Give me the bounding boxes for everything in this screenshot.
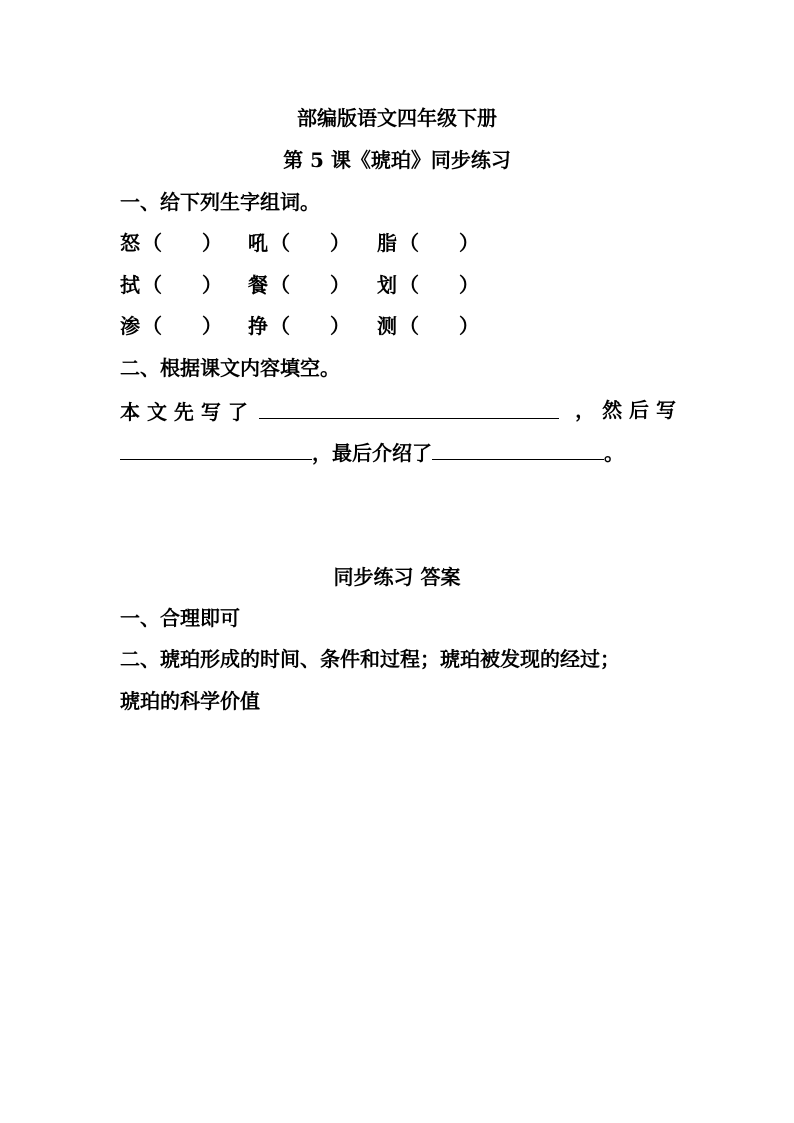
word-char: 脂 bbox=[377, 231, 397, 255]
section1-heading: 一、给下列生字组词。 bbox=[120, 190, 320, 214]
word-answer-blank[interactable]: （ ） bbox=[142, 231, 222, 255]
word-answer-blank[interactable]: （ ） bbox=[270, 273, 350, 297]
word-item bbox=[120, 312, 222, 340]
word-char: 餐 bbox=[248, 273, 268, 297]
fill-text-3: ，最后介绍了 bbox=[312, 441, 432, 465]
word-item bbox=[248, 229, 350, 257]
word-answer-blank[interactable]: （ ） bbox=[270, 314, 350, 338]
fill-blank-3[interactable] bbox=[432, 437, 604, 460]
word-char: 划 bbox=[377, 273, 397, 297]
fill-blank-2[interactable] bbox=[120, 437, 312, 460]
word-item bbox=[120, 271, 222, 299]
word-answer-blank[interactable]: （ ） bbox=[142, 273, 222, 297]
word-char: 测 bbox=[377, 314, 397, 338]
word-answer-blank[interactable]: （ ） bbox=[270, 231, 350, 255]
answers-title: 同步练习 答案 bbox=[333, 565, 461, 589]
answer-line-3: 琥珀的科学价值 bbox=[120, 689, 260, 713]
word-char: 怒 bbox=[120, 231, 140, 255]
word-answer-blank[interactable]: （ ） bbox=[399, 314, 479, 338]
word-item bbox=[377, 312, 479, 340]
word-answer-blank[interactable]: （ ） bbox=[399, 273, 479, 297]
lesson-subtitle: 第 5 课《琥珀》同步练习 bbox=[283, 148, 511, 172]
word-char: 挣 bbox=[248, 314, 268, 338]
word-answer-blank[interactable]: （ ） bbox=[399, 231, 479, 255]
fill-in-line-1 bbox=[120, 396, 676, 426]
answer-line-2: 二、琥珀形成的时间、条件和过程；琥珀被发现的经过； bbox=[120, 647, 620, 671]
fill-in-line-2 bbox=[120, 437, 624, 467]
fill-blank-1[interactable] bbox=[259, 396, 559, 419]
word-char: 渗 bbox=[120, 314, 140, 338]
fill-text-1: 本 文 先 写 了 bbox=[120, 400, 248, 424]
word-item bbox=[248, 312, 350, 340]
fill-text-2: ， 然 后 写 bbox=[575, 398, 676, 422]
word-item bbox=[120, 229, 222, 257]
word-item bbox=[248, 271, 350, 299]
word-item bbox=[377, 229, 479, 257]
word-answer-blank[interactable]: （ ） bbox=[142, 314, 222, 338]
word-char: 吼 bbox=[248, 231, 268, 255]
section2-heading: 二、根据课文内容填空。 bbox=[120, 356, 340, 380]
word-item bbox=[377, 271, 479, 299]
word-char: 拭 bbox=[120, 273, 140, 297]
fill-text-4: 。 bbox=[604, 441, 624, 465]
page-title: 部编版语文四年级下册 bbox=[297, 106, 497, 130]
answer-line-1: 一、合理即可 bbox=[120, 606, 240, 630]
